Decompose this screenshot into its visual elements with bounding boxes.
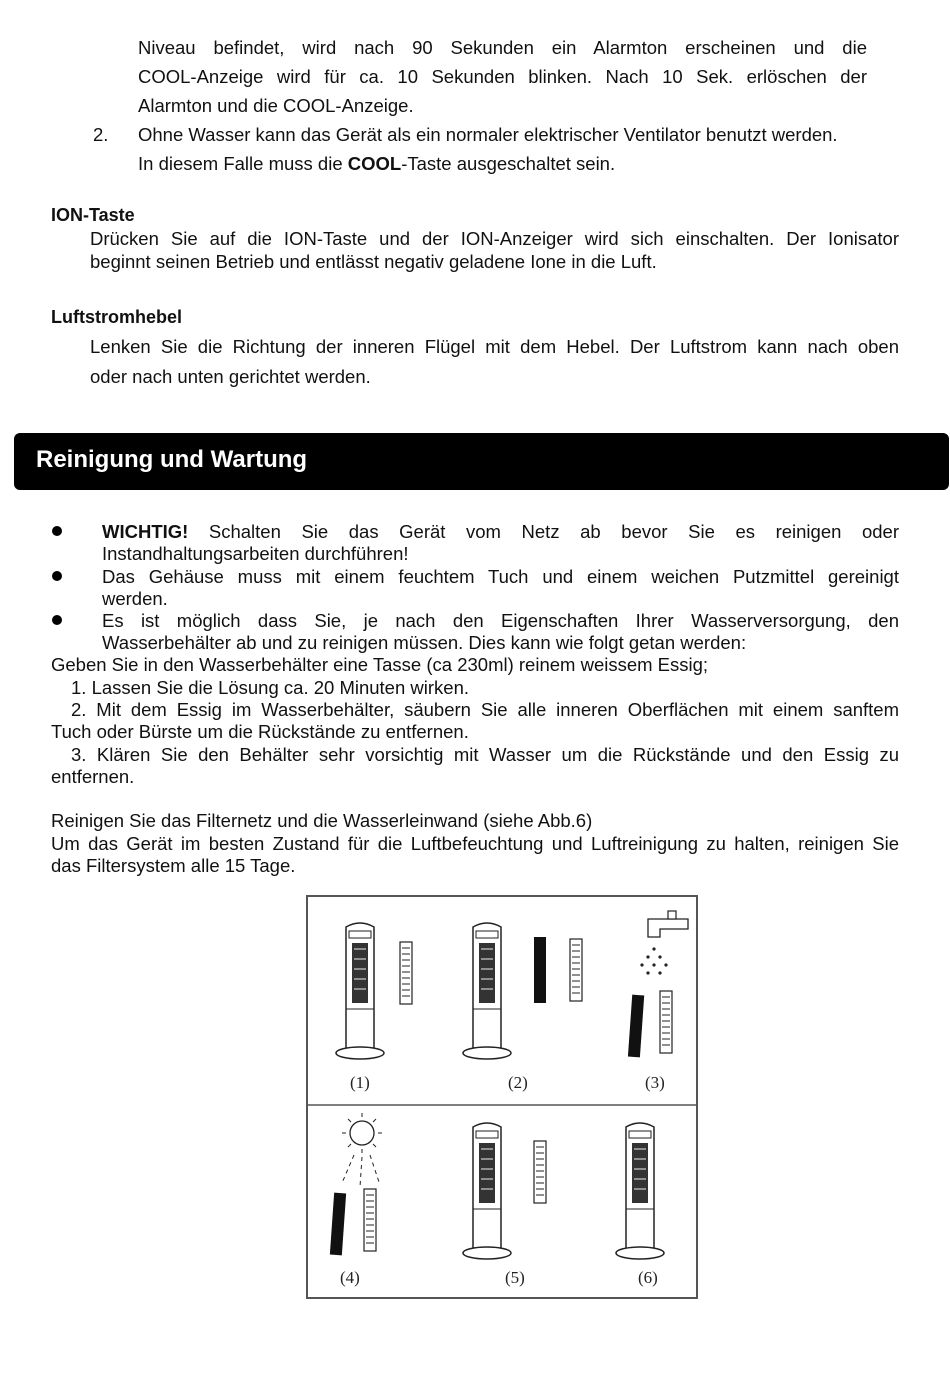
tower-fan-6	[616, 1123, 664, 1259]
filter-3	[660, 991, 672, 1053]
tower-fan-5	[463, 1123, 511, 1259]
figure-caption-5: (5)	[505, 1268, 525, 1287]
bullet-3-line-1: Es ist möglich dass Sie, je nach den Eigenschaften Ihrer Wasserversorgung, den	[102, 610, 899, 631]
bullet-dot	[52, 526, 62, 536]
figure-caption-1: (1)	[350, 1073, 370, 1092]
filter-2	[570, 939, 582, 1001]
lever-line-1: Lenken Sie die Richtung der inneren Flügel mit dem Hebel. Der Luftstrom kann nach oben	[90, 336, 899, 357]
filter-line-2: Um das Gerät im besten Zustand für die Luftbefeuchtung und Luftreinigung zu halten, reinigen Sie	[51, 833, 899, 854]
intro-item2-line-1: Ohne Wasser kann das Gerät als ein normaler elektrischer Ventilator benutzt werden.	[138, 124, 838, 145]
intro-line-1: Niveau befindet, wird nach 90 Sekunden ein Alarmton erscheinen und die	[138, 37, 867, 58]
tower-fan-1	[336, 923, 384, 1059]
bullet-1-line-1: WICHTIG! Schalten Sie das Gerät vom Netz ab bevor Sie es reinigen oder	[102, 521, 899, 542]
filter-4	[364, 1189, 376, 1251]
bullet-3-line-2: Wasserbehälter ab und zu reinigen müssen. Dies kann wie folgt getan werden:	[102, 632, 747, 653]
figure-caption-6: (6)	[638, 1268, 658, 1287]
lever-line-2: oder nach unten gerichtet werden.	[90, 366, 371, 387]
filter-line-1: Reinigen Sie das Filternetz und die Wasserleinwand (siehe Abb.6)	[51, 810, 593, 831]
filter-line-3: das Filtersystem alle 15 Tage.	[51, 855, 296, 876]
section-title: Reinigung und Wartung	[36, 446, 308, 473]
bullet-2-line-1: Das Gehäuse muss mit einem feuchtem Tuch und einem weichen Putzmittel gereinigt	[102, 566, 899, 587]
list-number-2: 2.	[93, 124, 109, 145]
filter-5	[534, 1141, 546, 1203]
figure-caption-2: (2)	[508, 1073, 528, 1092]
tower-fan-2	[463, 923, 511, 1059]
cleaning-illustration	[308, 897, 696, 1297]
intro-item2-line-2: In diesem Falle muss die COOL-Taste ausgeschaltet sein.	[138, 153, 616, 174]
vinegar-step-2-line-2: Tuch oder Bürste um die Rückstände zu entfernen.	[51, 721, 469, 742]
cleaning-steps-figure	[306, 895, 698, 1299]
vinegar-intro: Geben Sie in den Wasserbehälter eine Tasse (ca 230ml) reinem weissem Essig;	[51, 654, 709, 675]
bullet-dot	[52, 615, 62, 625]
intro-line-3: Alarmton und die COOL-Anzeige.	[138, 95, 414, 116]
ion-line-2: beginnt seinen Betrieb und entlässt negativ geladene Ione in die Luft.	[90, 251, 657, 272]
cool-keyword: COOL	[347, 153, 402, 174]
ion-heading: ION-Taste	[51, 205, 135, 225]
vinegar-step-1: 1. Lassen Sie die Lösung ca. 20 Minuten wirken.	[71, 677, 469, 698]
water-screen-4	[330, 1193, 346, 1256]
ion-line-1: Drücken Sie auf die ION-Taste und der ION-Anzeiger wird sich einschalten. Der Ionisator	[90, 228, 899, 249]
bullet-1-line-2: Instandhaltungsarbeiten durchführen!	[102, 543, 409, 564]
water-screen-2	[534, 937, 546, 1003]
sun-icon	[342, 1113, 382, 1187]
figure-caption-3: (3)	[645, 1073, 665, 1092]
vinegar-step-3-line-1: 3. Klären Sie den Behälter sehr vorsichtig mit Wasser um die Rückstände und den Essig zu	[71, 744, 899, 765]
vinegar-step-2-line-1: 2. Mit dem Essig im Wasserbehälter, säubern Sie alle inneren Oberflächen mit einem sanftem	[71, 699, 899, 720]
water-screen-3	[628, 995, 644, 1058]
bullet-2-line-2: werden.	[102, 588, 168, 609]
figure-caption-4: (4)	[340, 1268, 360, 1287]
vinegar-step-3-line-2: entfernen.	[51, 766, 135, 787]
lever-heading: Luftstromhebel	[51, 307, 183, 327]
bullet-dot	[52, 571, 62, 581]
faucet-icon	[640, 911, 688, 975]
important-label: WICHTIG!	[102, 521, 189, 542]
intro-line-2: COOL-Anzeige wird für ca. 10 Sekunden blinken. Nach 10 Sek. erlöschen der	[138, 66, 867, 87]
filter-1	[400, 942, 412, 1004]
